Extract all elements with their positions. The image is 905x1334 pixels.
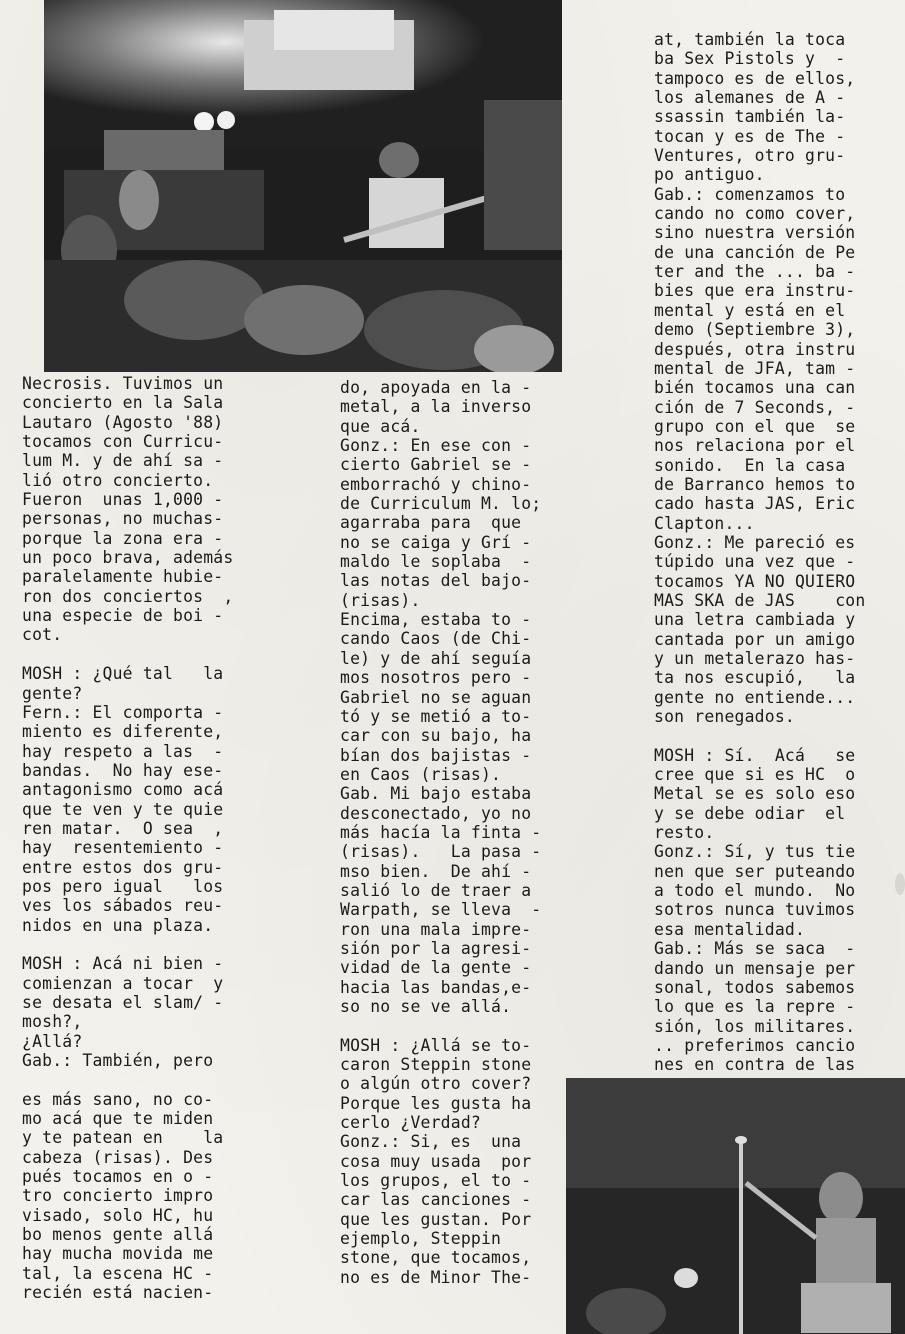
article-text-line: son renegados.: [654, 707, 795, 727]
article-text-line: más hacía la finta -: [340, 822, 542, 842]
article-text-line: at, también la toca: [654, 30, 846, 49]
article-text-line: Porque les gusta ha: [340, 1093, 532, 1113]
article-text-line: bandas. No hay ese-: [22, 760, 224, 780]
article-text-line: cado hasta JAS, Eric: [654, 494, 856, 514]
article-text-line: tocamos con Curricu-: [22, 432, 224, 452]
article-text-line: MOSH : Acá ni bien -: [22, 954, 224, 974]
article-text-line: mental de JFA, tam -: [654, 358, 856, 378]
article-text-line: mo acá que te miden: [22, 1109, 214, 1129]
article-text-line: no es de Minor The-: [340, 1267, 532, 1287]
article-text-line: Fueron unas 1,000 -: [22, 490, 224, 510]
article-text-line: entre estos dos gru-: [22, 857, 224, 877]
article-text-line: Gab.: También, pero: [22, 1051, 214, 1071]
article-text-line: gente?: [22, 683, 83, 703]
concert-photo-image: [44, 0, 562, 372]
article-text-line: Metal se es solo eso: [654, 784, 856, 804]
article-text-line: grupo con el que se: [654, 416, 856, 436]
article-text-line: ta nos escupió, la: [654, 668, 856, 688]
article-text-line: comienzan a tocar y: [22, 973, 224, 993]
article-text-line: pués tocamos en o -: [22, 1167, 214, 1187]
article-text-line: de una canción de Pe: [654, 242, 856, 262]
article-text-line: mso bien. De ahí -: [340, 861, 532, 881]
article-text-line: ron dos conciertos ,: [22, 586, 234, 606]
article-text-line: y te patean en la: [22, 1128, 224, 1148]
article-text-line: ves los sábados reu-: [22, 896, 224, 916]
article-text-line: los grupos, el to -: [340, 1171, 532, 1191]
article-text-line: tocan y es de The -: [654, 126, 846, 146]
article-text-line: Gab. Mi bajo estaba: [340, 784, 532, 804]
article-text-line: y un metalerazo has-: [654, 649, 856, 668]
article-text-line: sotros nunca tuvimos: [654, 900, 856, 920]
article-text-line: a todo el mundo. No: [654, 881, 856, 901]
article-text-line: tocamos YA NO QUIERO: [654, 571, 856, 591]
paragraph-gap: [654, 726, 894, 745]
article-text-line: sino nuestra versión: [654, 223, 856, 243]
article-text-line: ron una mala impre-: [340, 919, 532, 939]
article-text-line: hay resentemiento -: [22, 838, 224, 858]
article-text-line: las notas del bajo-: [340, 571, 532, 591]
article-text-line: ción de 7 Seconds, -: [654, 397, 856, 417]
article-text-line: de Barranco hemos to: [654, 474, 856, 494]
article-text-line: cierto Gabriel se -: [340, 455, 532, 475]
article-text-line: un poco brava, además: [22, 548, 234, 568]
article-text-line: Gonz.: Si, es una: [340, 1132, 522, 1152]
paragraph-gap: [340, 1016, 566, 1035]
article-text-line: en Caos (risas).: [340, 764, 502, 784]
concert-photo-singer: [566, 1078, 905, 1334]
article-text-line: de Curriculum M. lo;: [340, 494, 542, 514]
article-text-line: sonido. En la casa: [654, 455, 846, 475]
article-text-line: sonal, todos sabemos: [654, 977, 856, 997]
paragraph-gap: [22, 935, 262, 954]
article-text-line: salió lo de traer a: [340, 880, 532, 900]
article-text-line: una letra cambiada y: [654, 610, 856, 630]
article-text-line: Gab.: Más se saca -: [654, 939, 856, 959]
article-text-line: esa mentalidad.: [654, 919, 806, 939]
article-text-line: cando no como cover,: [654, 204, 856, 224]
article-text-line: lo que es la repre -: [654, 997, 856, 1017]
article-text-line: pos pero igual los: [22, 876, 224, 896]
article-text-line: cosa muy usada por: [340, 1151, 532, 1171]
article-text-line: (risas).: [340, 590, 421, 610]
article-column-1: [22, 374, 262, 1303]
paragraph-gap: [22, 1070, 262, 1089]
article-text-line: se desata el slam/ -: [22, 993, 224, 1012]
article-text-line: paralelamente hubie-: [22, 567, 224, 587]
article-text-line: gente no entiende...: [654, 687, 856, 707]
article-text-line: los alemanes de A -: [654, 88, 846, 108]
article-text-line: Gonz.: Me pareció es: [654, 532, 856, 552]
article-text-line: cot.: [22, 625, 63, 645]
article-text-line: Encima, estaba to -: [340, 610, 532, 630]
article-text-line: so no se ve allá.: [340, 997, 512, 1016]
article-text-line: hacia las bandas,e-: [340, 977, 532, 997]
article-text-line: nes en contra de las: [654, 1055, 856, 1075]
article-text-line: cantada por un amigo: [654, 629, 856, 649]
article-text-line: tal, la escena HC -: [22, 1263, 214, 1283]
article-text-line: Lautaro (Agosto '88): [22, 412, 224, 432]
article-text-line: bién tocamos una can: [654, 378, 856, 398]
article-text-line: caron Steppin stone: [340, 1055, 532, 1075]
article-text-line: Warpath, se lleva -: [340, 900, 542, 920]
article-text-line: hay respeto a las -: [22, 741, 224, 761]
article-text-line: una especie de boi -: [22, 606, 224, 626]
article-text-line: visado, solo HC, hu: [22, 1205, 214, 1225]
article-text-line: vidad de la gente -: [340, 958, 532, 978]
paragraph-gap: [22, 645, 262, 664]
article-text-line: tó y se metió a to-: [340, 706, 532, 726]
article-text-line: bo menos gente allá: [22, 1225, 214, 1245]
article-text-line: MOSH : Sí. Acá se: [654, 745, 856, 765]
article-text-line: po antiguo.: [654, 165, 765, 185]
article-text-line: MAS SKA de JAS con: [654, 590, 866, 610]
article-text-line: y se debe odiar el: [654, 803, 846, 823]
article-text-line: bían dos bajistas -: [340, 745, 532, 765]
article-text-line: ba Sex Pistols y -: [654, 49, 846, 69]
article-text-line: maldo le soplaba -: [340, 552, 532, 572]
article-text-line: Fern.: El comporta -: [22, 702, 224, 722]
article-text-line: después, otra instru: [654, 339, 856, 359]
article-text-line: tampoco es de ellos,: [654, 68, 856, 88]
article-text-line: Gab.: comenzamos to: [654, 184, 846, 204]
article-text-line: porque la zona era -: [22, 528, 224, 548]
article-text-line: no se caiga y Grí -: [340, 532, 532, 552]
article-text-line: es más sano, no co-: [22, 1089, 214, 1109]
article-text-line: recién está nacien-: [22, 1283, 214, 1303]
article-text-line: sión, los militares.: [654, 1016, 856, 1036]
concert-photo-guitarist: [44, 0, 562, 372]
article-column-2: [340, 378, 566, 1287]
article-text-line: miento es diferente,: [22, 722, 224, 742]
article-text-line: emborrachó y chino-: [340, 474, 532, 494]
article-text-line: ter and the ... ba -: [654, 262, 856, 282]
article-text-line: personas, no muchas-: [22, 509, 224, 529]
article-text-line: demo (Septiembre 3),: [654, 320, 856, 340]
article-text-line: Ventures, otro gru-: [654, 146, 846, 166]
article-text-line: que acá.: [340, 416, 421, 436]
article-text-line: do, apoyada en la -: [340, 378, 532, 397]
article-text-line: Clapton...: [654, 513, 755, 533]
article-text-line: agarraba para que: [340, 513, 522, 533]
article-text-line: hay mucha movida me: [22, 1244, 214, 1264]
article-text-line: mosh?,: [22, 1012, 83, 1032]
article-text-line: cando Caos (de Chi-: [340, 629, 532, 649]
article-text-line: lió otro concierto.: [22, 470, 214, 490]
article-text-line: tro concierto impro: [22, 1186, 214, 1206]
article-text-line: bies que era instru-: [654, 281, 856, 301]
concert-photo-image-2: [566, 1078, 905, 1334]
article-text-line: .. preferimos cancio: [654, 1035, 856, 1055]
article-text-line: mental y está en el: [654, 300, 846, 320]
article-text-line: MOSH : ¿Allá se to-: [340, 1035, 532, 1055]
article-text-line: le) y de ahí seguía: [340, 648, 532, 668]
article-column-3: [654, 30, 894, 1075]
article-text-line: ssassin también la-: [654, 107, 846, 127]
article-text-line: o algún otro cover?: [340, 1074, 532, 1094]
article-text-line: (risas). La pasa -: [340, 842, 542, 862]
article-text-line: antagonismo como acá: [22, 780, 224, 800]
article-text-line: Gonz.: Sí, y tus tie: [654, 842, 856, 862]
binder-hole-mark: [895, 873, 905, 895]
article-text-line: ren matar. O sea ,: [22, 818, 224, 838]
article-text-line: que te ven y te quie: [22, 799, 224, 819]
article-text-line: nos relaciona por el: [654, 436, 856, 456]
article-text-line: ¿Allá?: [22, 1031, 83, 1051]
article-text-line: cabeza (risas). Des: [22, 1147, 214, 1167]
article-text-line: nen que ser puteando: [654, 861, 856, 881]
article-text-line: concierto en la Sala: [22, 393, 224, 413]
article-text-line: mos nosotros pero -: [340, 668, 532, 688]
article-text-line: ejemplo, Steppin: [340, 1229, 502, 1249]
article-text-line: stone, que tocamos,: [340, 1248, 532, 1268]
article-text-line: que les gustan. Por: [340, 1209, 532, 1229]
article-text-line: cree que si es HC o: [654, 765, 856, 785]
article-text-line: lum M. y de ahí sa -: [22, 451, 224, 471]
article-text-line: metal, a la inverso: [340, 397, 532, 417]
article-text-line: dando un mensaje per: [654, 958, 856, 978]
article-text-line: cerlo ¿Verdad?: [340, 1113, 481, 1133]
article-text-line: desconectado, yo no: [340, 803, 532, 823]
article-text-line: resto.: [654, 823, 715, 843]
article-text-line: túpido una vez que -: [654, 552, 856, 572]
article-text-line: car con su bajo, ha: [340, 726, 532, 746]
article-text-line: MOSH : ¿Qué tal la: [22, 664, 224, 684]
article-text-line: Gabriel no se aguan: [340, 687, 532, 707]
article-text-line: nidos en una plaza.: [22, 915, 214, 935]
article-text-line: Necrosis. Tuvimos un: [22, 374, 224, 393]
article-text-line: car las canciones -: [340, 1190, 532, 1210]
article-text-line: Gonz.: En ese con -: [340, 436, 532, 456]
article-text-line: sión por la agresi-: [340, 938, 532, 958]
